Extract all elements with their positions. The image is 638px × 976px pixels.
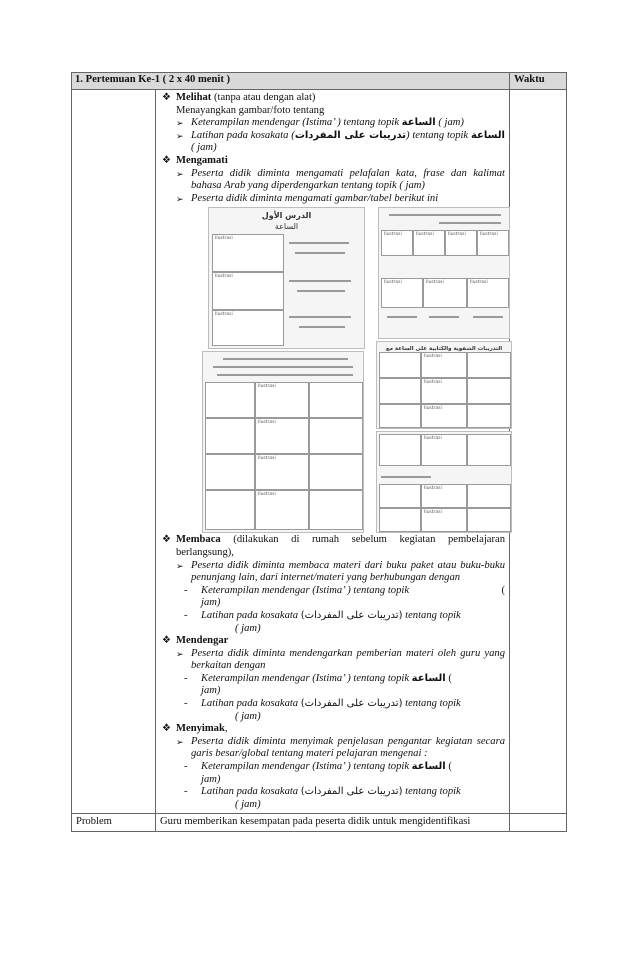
mengamati-item-2: ➢ Peserta didik diminta mengamati gambar/tabel berikut ini (176, 192, 439, 204)
dash-bullet: - (184, 609, 188, 621)
mengamati-label: Mengamati (176, 154, 228, 166)
worksheet-image-4 (376, 341, 512, 429)
table-cell (379, 378, 421, 404)
illustration-cell: Ilustrasi (477, 230, 509, 256)
dash-bullet: - (184, 786, 188, 798)
text-line (213, 366, 353, 368)
diamond-bullet-icon: ❖ (162, 154, 171, 166)
problem-label: Problem (72, 814, 156, 832)
arrow-bullet-icon: ➢ (176, 560, 184, 571)
membaca-dash-2: - Latihan pada kosakata (تدريبات على المفردات) tentang topik ( jam) (184, 609, 461, 634)
arrow-bullet-icon: ➢ (176, 168, 184, 179)
mengamati-item-1: ➢ Peserta didik diminta mengamati pelafalan kata, frase dan kalimat bahasa Arab yang diperdengarkan tentang topik ( jam) (176, 167, 505, 192)
illustration-cell: Ilustrasi (381, 230, 413, 256)
illustration-cell: Ilustrasi (255, 418, 309, 454)
melihat-paren: (tanpa atau dengan alat) (213, 92, 316, 103)
diamond-bullet-icon: ❖ (162, 635, 171, 647)
illustration-cell: Ilustrasi (421, 508, 467, 532)
illustration-cell: Ilustrasi (421, 378, 467, 404)
diamond-bullet-icon: ❖ (162, 534, 171, 546)
membaca-arrow-item: ➢ Peserta didik diminta membaca materi dari buku paket atau buku-buku penunjang lain, dari internet/materi yang berhubungan dengan (176, 559, 505, 584)
mendengar-arrow-item: ➢ Peserta didik diminta mendengarkan pemberian materi oleh guru yang berkaitan dengan (176, 647, 505, 672)
illustration-cell: Ilustrasi (413, 230, 445, 256)
text-line (289, 280, 351, 282)
dash-bullet: - (184, 672, 188, 684)
menyimak-label: Menyimak (176, 723, 225, 735)
arrow-bullet-icon: ➢ (176, 193, 184, 204)
lesson-plan-table (71, 72, 567, 832)
diamond-bullet-icon: ❖ (162, 723, 171, 735)
table-cell (467, 434, 511, 466)
waktu-header: Waktu (510, 73, 567, 90)
melihat-item-2: ➢ Latihan pada kosakata (تدريبات على المفردات) tentang topik الساعة ( jam) (176, 129, 505, 154)
waktu-cell (510, 90, 567, 814)
diamond-bullet-icon: ❖ (162, 92, 171, 103)
table-cell (467, 508, 511, 532)
illustration-cell: Ilustrasi (212, 234, 284, 272)
text-line (473, 316, 503, 318)
dash-bullet: - (184, 698, 188, 710)
worksheet-images (158, 207, 505, 532)
empty-label-cell (72, 90, 156, 814)
text-line (429, 316, 459, 318)
table-cell (379, 404, 421, 428)
problem-waktu-cell (510, 814, 567, 832)
text-line (381, 476, 431, 478)
mendengar-section (162, 635, 505, 648)
table-cell (205, 454, 255, 490)
menyimak-section: ❖ Menyimak, (162, 723, 228, 735)
worksheet-image-3 (378, 207, 510, 339)
table-cell (309, 382, 363, 418)
activity-row (72, 90, 567, 814)
worksheet-subtitle: الساعة (274, 222, 299, 232)
text-line (389, 214, 501, 216)
membaca-label: Membaca (176, 534, 221, 546)
melihat-line2: Menayangkan gambar/foto tentang (176, 104, 325, 116)
table-cell (379, 484, 421, 508)
arrow-bullet-icon: ➢ (176, 648, 184, 659)
table-cell (379, 352, 421, 378)
exercise-title: التدريبات الشفوية والكتابية على الساعة مع (385, 346, 503, 353)
table-header-row (72, 73, 567, 90)
text-line (289, 242, 349, 244)
text-line (217, 374, 353, 376)
table-cell (205, 382, 255, 418)
text-line (439, 222, 501, 224)
arrow-bullet-icon: ➢ (176, 130, 184, 141)
illustration-cell: Ilustrasi (381, 278, 423, 308)
illustration-cell: Ilustrasi (421, 404, 467, 428)
worksheet-image-5 (376, 431, 512, 533)
menyimak-arrow-item: ➢ Peserta didik diminta menyimak penjelasan pengantar kegiatan secara garis besar/global tentang materi pelajaran mengenai : (176, 735, 505, 760)
illustration-cell: Ilustrasi (212, 272, 284, 310)
table-cell (205, 418, 255, 454)
problem-text: Guru memberikan kesempatan pada peserta didik untuk mengidentifikasi (156, 814, 510, 832)
table-cell (467, 484, 511, 508)
table-cell (309, 418, 363, 454)
illustration-cell: Ilustrasi (255, 382, 309, 418)
table-cell (467, 352, 511, 378)
mendengar-label: Mendengar (176, 635, 229, 647)
illustration-cell: Ilustrasi (212, 310, 284, 346)
text-line (297, 290, 345, 292)
illustration-cell: Ilustrasi (423, 278, 467, 308)
activity-content-cell (156, 90, 510, 814)
mendengar-dash-1: - Keterampilan mendengar (Istima’ ) tentang topik الساعة ( jam) (184, 672, 452, 697)
illustration-cell: Ilustrasi (421, 484, 467, 508)
worksheet-image-2 (202, 351, 364, 533)
arrow-bullet-icon: ➢ (176, 118, 184, 129)
table-cell (379, 434, 421, 466)
membaca-dash-1: - Keterampilan mendengar (Istima’ ) tentang topik ( jam) (184, 584, 505, 609)
illustration-cell: Ilustrasi (421, 352, 467, 378)
text-line (387, 316, 417, 318)
illustration-cell: Ilustrasi (255, 490, 309, 530)
text-line (295, 252, 345, 254)
meeting-title: 1. Pertemuan Ke-1 ( 2 x 40 menit ) (72, 73, 510, 90)
table-cell (467, 404, 511, 428)
table-cell (309, 490, 363, 530)
mengamati-section (162, 155, 505, 168)
arrow-bullet-icon: ➢ (176, 736, 184, 747)
text-line (289, 316, 351, 318)
melihat-item-1: ➢ Keterampilan mendengar (Istima’ ) tentang topik الساعة ( jam) (176, 117, 464, 129)
dash-bullet: - (184, 584, 188, 596)
illustration-cell: Ilustrasi (445, 230, 477, 256)
table-cell (379, 508, 421, 532)
worksheet-image-1 (208, 207, 365, 349)
table-cell (205, 490, 255, 530)
mendengar-dash-2: - Latihan pada kosakata (تدريبات على المفردات) tentang topik ( jam) (184, 698, 461, 722)
menyimak-dash-2: - Latihan pada kosakata (تدريبات على المفردات) tentang topik ( jam) (184, 786, 461, 810)
worksheet-title: الدرس الأول (261, 211, 312, 221)
menyimak-dash-1: - Keterampilan mendengar (Istima’ ) tentang topik الساعة ( jam) (184, 761, 452, 785)
melihat-section (162, 92, 505, 105)
table-cell (467, 378, 511, 404)
table-cell (309, 454, 363, 490)
illustration-cell: Ilustrasi (467, 278, 509, 308)
text-line (223, 358, 348, 360)
problem-row (72, 814, 567, 832)
illustration-cell: Ilustrasi (255, 454, 309, 490)
melihat-label: Melihat (176, 92, 212, 103)
text-line (299, 326, 345, 328)
melihat-line2-wrap (162, 105, 505, 118)
illustration-cell: Ilustrasi (421, 434, 467, 466)
membaca-section: ❖ Membaca (dilakukan di rumah sebelum kegiatan pembelajaran berlangsung), (162, 534, 505, 558)
dash-bullet: - (184, 761, 188, 773)
